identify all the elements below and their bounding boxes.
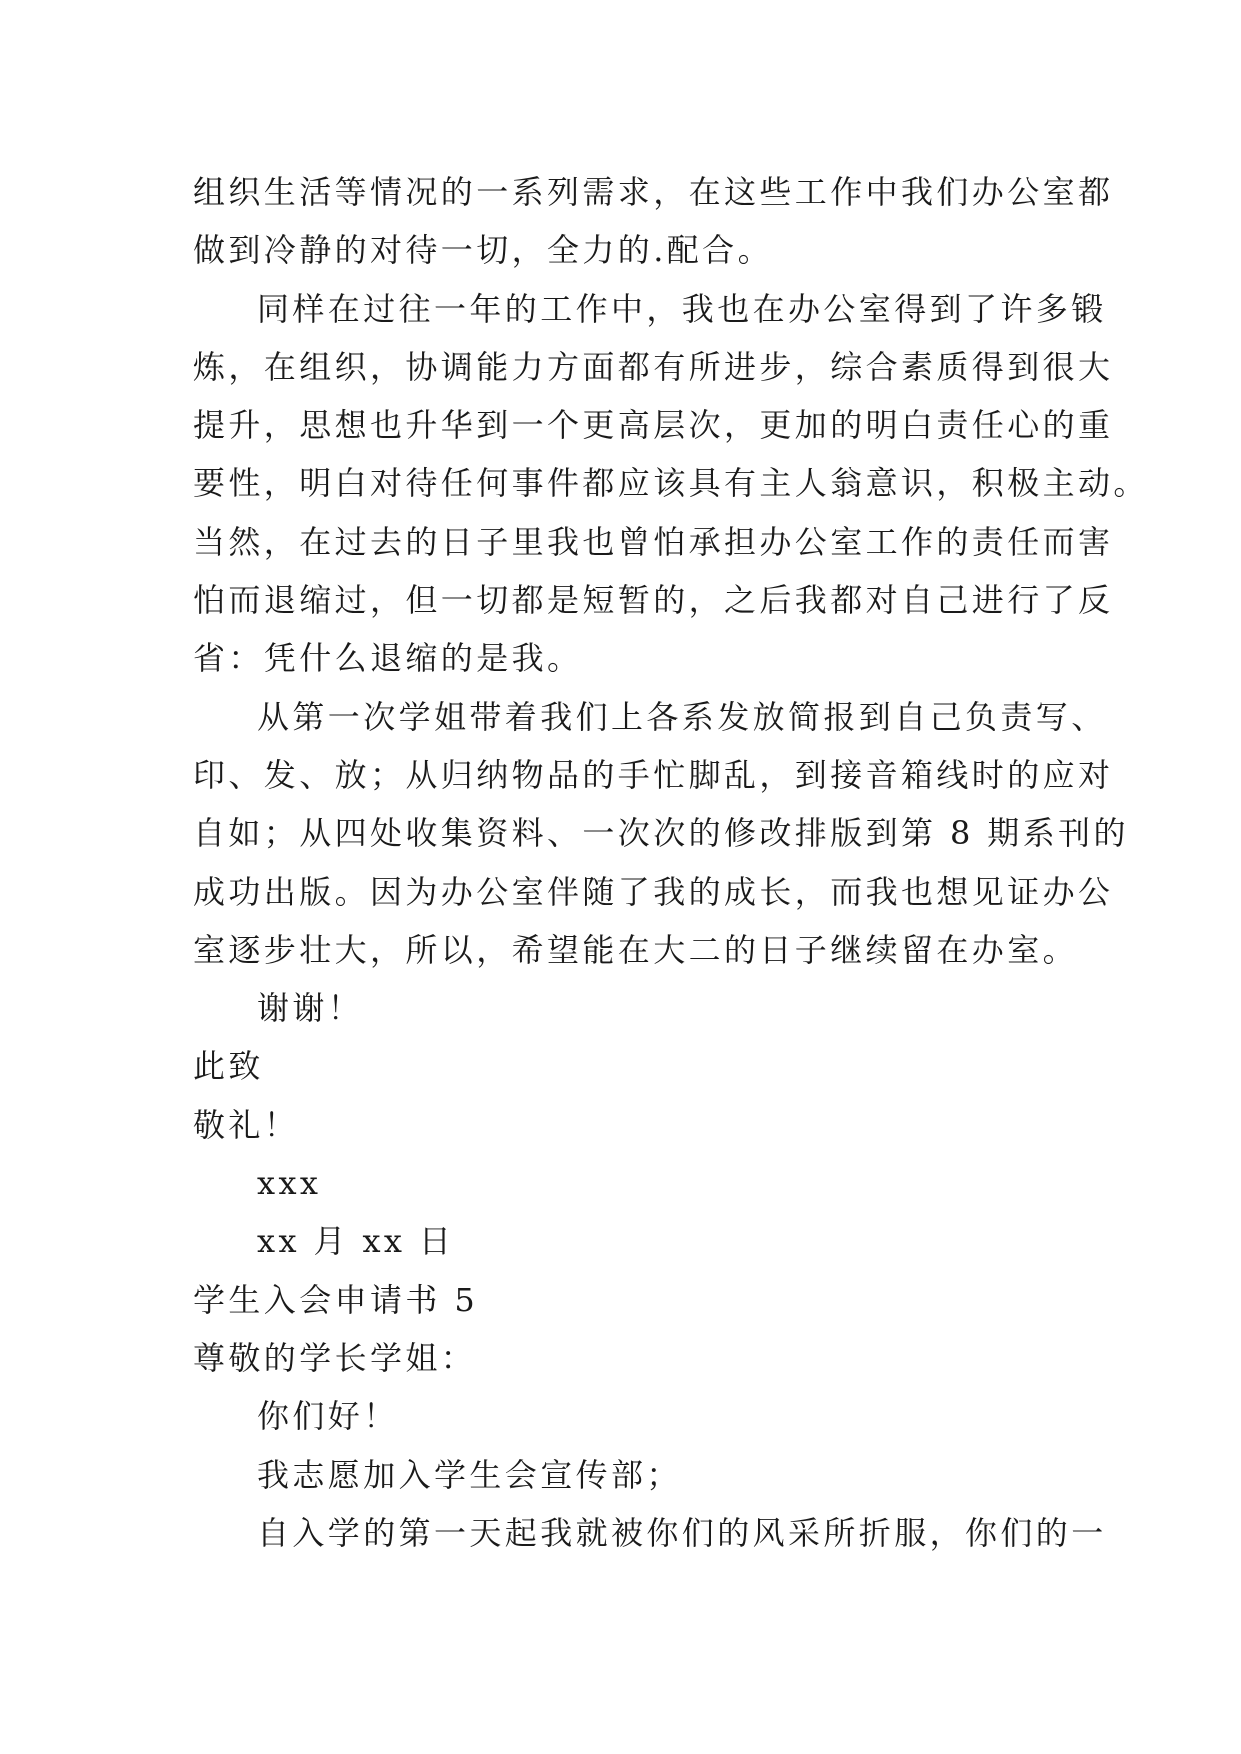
paragraph-start-line: 同样在过往一年的工作中，我也在办公室得到了许多锻: [257, 289, 1107, 328]
closing-regards: 敬礼！: [193, 1105, 300, 1144]
text-line: 自如；从四处收集资料、一次次的修改排版到第 8 期系刊的: [193, 814, 1129, 853]
text-line: 成功出版。因为办公室伴随了我的成长，而我也想见证办公: [193, 872, 1114, 911]
text-line: 怕而退缩过，但一切都是短暂的，之后我都对自己进行了反: [193, 581, 1114, 620]
text-line: 省：凭什么退缩的是我。: [193, 639, 583, 678]
signature-date: xx 月 xx 日: [257, 1222, 455, 1261]
section-title: 学生入会申请书 5: [193, 1280, 479, 1319]
text-line: 要性，明白对待任何事件都应该具有主人翁意识，积极主动。: [193, 464, 1149, 503]
paragraph-start-line: 我志愿加入学生会宣传部；: [257, 1455, 682, 1494]
text-line: 室逐步壮大，所以，希望能在大二的日子继续留在办室。: [193, 930, 1079, 969]
text-line: 做到冷静的对待一切，全力的.配合。: [193, 231, 773, 270]
paragraph-start-line: 自入学的第一天起我就被你们的风采所折服，你们的一: [257, 1513, 1107, 1552]
text-line: 组织生活等情况的一系列需求，在这些工作中我们办公室都: [193, 173, 1114, 211]
closing-salutation: 此致: [193, 1047, 264, 1086]
greeting-addressee: 尊敬的学长学姐：: [193, 1338, 477, 1377]
text-line: 印、发、放；从归纳物品的手忙脚乱，到接音箱线时的应对: [193, 755, 1114, 794]
text-line: 提升，思想也升华到一个更高层次，更加的明白责任心的重: [193, 406, 1114, 445]
text-line: 炼，在组织，协调能力方面都有所进步，综合素质得到很大: [193, 347, 1114, 386]
text-line: 当然，在过去的日子里我也曾怕承担办公室工作的责任而害: [193, 522, 1114, 561]
document-body: [193, 163, 1149, 1562]
paragraph-start-line: 从第一次学姐带着我们上各系发放简报到自己负责写、: [257, 697, 1107, 736]
greeting-line: 你们好！: [257, 1397, 399, 1436]
signature-name: xxx: [257, 1164, 322, 1203]
closing-thanks: 谢谢！: [257, 989, 364, 1028]
